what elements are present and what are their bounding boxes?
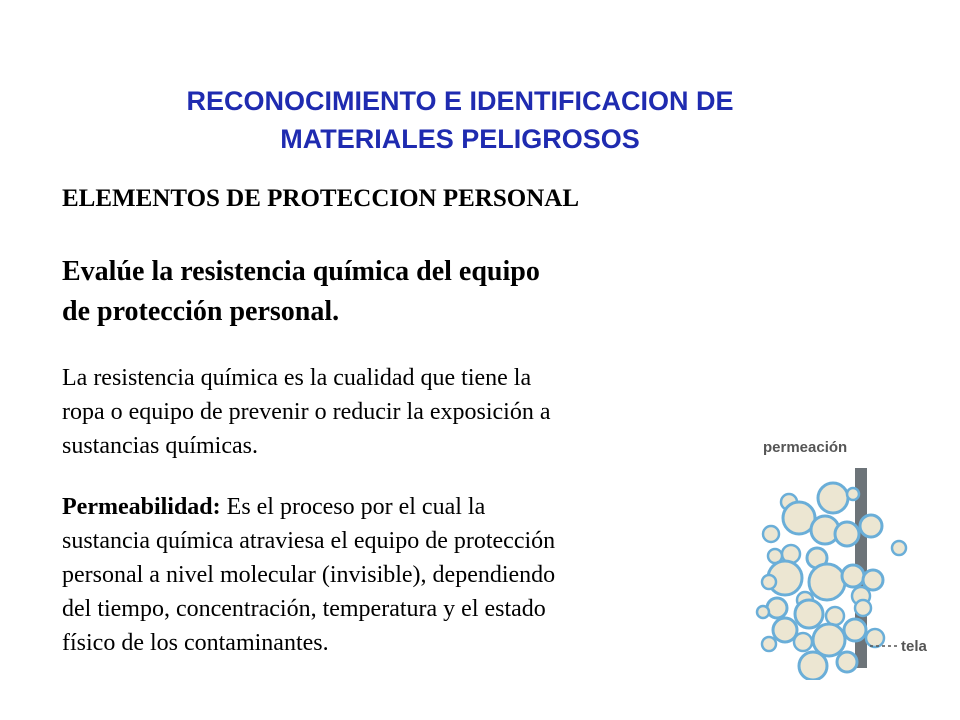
molecule-bubble	[860, 515, 882, 537]
molecule-bubble	[794, 633, 812, 651]
paragraph-line	[62, 490, 742, 524]
slide-title-line-2: MATERIALES PELIGROSOS	[280, 124, 640, 154]
paragraph-line: personal a nivel molecular (invisible), dependiendo	[62, 562, 556, 588]
paragraph-line: sustancia química atraviesa el equipo de protección	[62, 528, 556, 554]
paragraph-line: físico de los contaminantes.	[62, 630, 329, 656]
molecule-bubble	[818, 483, 848, 513]
heading-line-2: de protección personal.	[62, 296, 340, 327]
molecule-bubble	[767, 598, 787, 618]
paragraph-line: ropa o equipo de prevenir o reducir la exposición a	[62, 399, 551, 425]
molecule-bubble	[813, 624, 845, 656]
molecule-bubble	[892, 541, 906, 555]
molecule-bubble	[762, 637, 776, 651]
section-heading	[62, 252, 742, 332]
fabric-label: tela	[901, 638, 927, 655]
molecule-bubble	[799, 652, 827, 680]
paragraph-line: sustancias químicas.	[62, 433, 258, 459]
molecule-bubble	[844, 619, 866, 641]
molecule-bubble	[835, 522, 859, 546]
molecule-bubble	[837, 652, 857, 672]
permeability-paragraph	[62, 490, 742, 660]
paragraph-line: La resistencia química es la cualidad que tiene la	[62, 365, 532, 391]
molecule-bubble	[809, 564, 845, 600]
slide-title	[100, 82, 820, 158]
permeation-label: permeación	[763, 439, 848, 456]
resistance-paragraph	[62, 361, 742, 463]
permeation-diagram	[755, 430, 955, 680]
section-subtitle: ELEMENTOS DE PROTECCION PERSONAL	[62, 185, 579, 212]
molecule-bubble	[763, 526, 779, 542]
molecule-bubble	[866, 629, 884, 647]
paragraph-line: del tiempo, concentración, temperatura y el estado	[62, 596, 546, 622]
molecule-bubble	[847, 488, 859, 500]
permeability-term: Permeabilidad:	[62, 494, 221, 520]
molecule-bubble	[757, 606, 769, 618]
permeability-first-line: Es el proceso por el cual la	[220, 494, 486, 520]
molecule-bubble	[842, 565, 864, 587]
molecule-bubble	[855, 600, 871, 616]
molecule-bubbles	[757, 483, 906, 680]
molecule-bubble	[826, 607, 844, 625]
slide-title-line-1: RECONOCIMIENTO E IDENTIFICACION DE	[186, 86, 734, 116]
molecule-bubble	[863, 570, 883, 590]
heading-line-1: Evalúe la resistencia química del equipo	[62, 256, 540, 287]
molecule-bubble	[762, 575, 776, 589]
molecule-bubble	[773, 618, 797, 642]
molecule-bubble	[795, 600, 823, 628]
permeation-illustration	[755, 430, 955, 680]
